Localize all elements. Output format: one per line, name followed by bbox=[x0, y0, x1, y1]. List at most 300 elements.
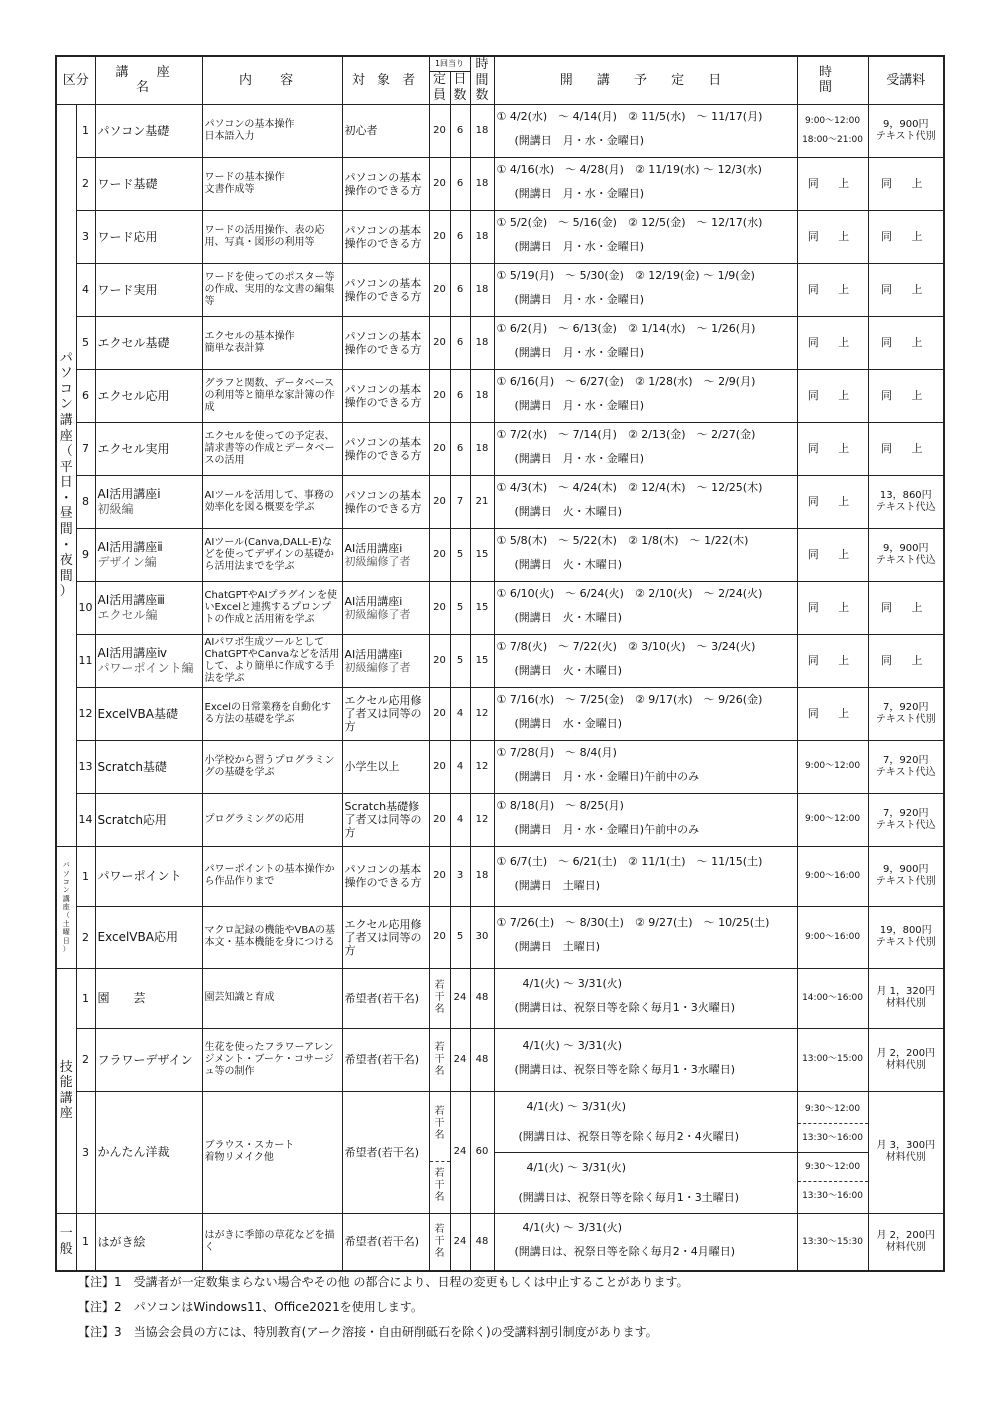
pc-row-5-days: 6 bbox=[450, 316, 470, 369]
pc-row-9-days: 5 bbox=[450, 528, 470, 581]
pc-row-13-fee bbox=[868, 740, 944, 793]
pc-row-4-capacity: 20 bbox=[429, 263, 450, 316]
pc-row-13-schedule bbox=[494, 740, 797, 793]
table-row bbox=[56, 104, 944, 157]
pc-row-13-course-name bbox=[95, 740, 202, 793]
skill-row-1-capacity: 若 干 名 bbox=[429, 968, 450, 1028]
pc-row-14-dates-line2: (開講日 月・水・金曜日)午前中のみ bbox=[514, 822, 700, 836]
pc-row-1-time-night: 18:00～21:00 bbox=[802, 134, 863, 145]
pc-row-10-content: ChatGPTやAIプラグインを使いExcelと連携するプロンプトの作成と活用術を学ぶ bbox=[202, 581, 342, 634]
sat-row-1-dates-line1: ① 6/7(土) ～ 6/21(土) ② 11/1(土) ～ 11/15(土) bbox=[496, 855, 763, 869]
pc-row-14-fee-note: テキスト代込 bbox=[875, 819, 936, 831]
pc-row-9-course-name bbox=[95, 528, 202, 581]
skill-row-2-content: 生花を使ったフラワーアレンジメント・ブーケ・コサージュ等の制作 bbox=[202, 1028, 342, 1091]
table-row bbox=[56, 263, 944, 316]
skill-row-2-dates-line1: 4/1(火) ～ 3/31(火) bbox=[522, 1038, 623, 1052]
header-course: 講 座 名 bbox=[95, 56, 202, 104]
pc-row-10-target-sub: 初級編修了者 bbox=[344, 607, 411, 621]
pc-row-11-course-name bbox=[95, 634, 202, 687]
sat-row-1-content: パワーポイントの基本操作から作品作りまで bbox=[202, 846, 342, 906]
pc-row-9-fee-amount: 9，900円 bbox=[883, 542, 929, 554]
pc-row-5-no: 5 bbox=[76, 316, 95, 369]
pc-row-8-fee-note: テキスト代込 bbox=[875, 501, 936, 513]
pc-row-11-dates-line2: (開講日 火・木曜日) bbox=[514, 663, 623, 677]
pc-row-7-days: 6 bbox=[450, 422, 470, 475]
skill-row-1-target: 希望者(若干名) bbox=[342, 968, 429, 1028]
pc-row-2-course-title: ワード基礎 bbox=[97, 176, 158, 191]
pc-row-2-schedule bbox=[494, 157, 797, 210]
table-row bbox=[56, 581, 944, 634]
skill-row-3-target: 希望者(若干名) bbox=[342, 1091, 429, 1213]
pc-row-10-days: 5 bbox=[450, 581, 470, 634]
pc-row-13-target-main: 小学生以上 bbox=[344, 760, 400, 774]
notes bbox=[78, 1270, 689, 1345]
pc-row-13-hours: 12 bbox=[470, 740, 494, 793]
sat-row-1-time: 9:00～16:00 bbox=[797, 846, 868, 906]
pc-row-13-dates-line1: ① 7/28(月) ～ 8/4(月) bbox=[496, 745, 617, 759]
sat-row-2-days: 5 bbox=[450, 906, 470, 968]
sat-row-2-fee-amount: 19，800円 bbox=[879, 925, 932, 937]
pc-row-11-fee: 同 上 bbox=[868, 634, 944, 687]
skill-row-2-course-name: フラワーデザイン bbox=[95, 1028, 202, 1091]
pc-row-5-content: エクセルの基本操作 簡単な表計算 bbox=[202, 316, 342, 369]
pc-row-8-content: AIツールを活用して、事務の効率化を図る概要を学ぶ bbox=[202, 475, 342, 528]
category-general: 一 般 bbox=[56, 1213, 76, 1271]
skill-row-3-schedule-b-line2: (開講日は、祝祭日等を除く毎月1・3土曜日) bbox=[518, 1190, 740, 1204]
pc-row-6-dates-line1: ① 6/16(月) ～ 6/27(金) ② 1/28(水) ～ 2/9(月) bbox=[496, 374, 756, 388]
skill-row-3-schedule-a-line1: 4/1(火) ～ 3/31(火) bbox=[526, 1099, 627, 1113]
pc-row-1-hours: 18 bbox=[470, 104, 494, 157]
pc-row-9-target-sub: 初級編修了者 bbox=[344, 554, 411, 568]
header-target: 対 象 者 bbox=[342, 56, 429, 104]
category-pc-saturday: パ ソ コ ン 講 座 （ 土 曜 日 ） bbox=[56, 846, 76, 968]
table-row bbox=[56, 1028, 944, 1091]
pc-row-4-days: 6 bbox=[450, 263, 470, 316]
sat-row-2-dates-line2: (開講日 土曜日) bbox=[514, 940, 601, 954]
pc-row-7-target bbox=[342, 422, 429, 475]
pc-row-14-capacity: 20 bbox=[429, 793, 450, 846]
skill-row-3-course-name: かんたん洋裁 bbox=[95, 1091, 202, 1213]
pc-row-7-content: エクセルを使っての予定表、請求書等の作成とデータベースの活用 bbox=[202, 422, 342, 475]
note-3: 【注】3 当協会会員の方には、特別教育(アーク溶接・自由研削砥石を除く)の受講料割引制度があります。 bbox=[78, 1325, 658, 1339]
skill-row-3-schedule-b-line1: 4/1(火) ～ 3/31(火) bbox=[526, 1160, 627, 1174]
table-row bbox=[56, 422, 944, 475]
skill-row-3-time-1: 9:30～12:00 bbox=[798, 1095, 868, 1124]
pc-row-5-dates-line2: (開講日 月・水・金曜日) bbox=[514, 345, 645, 359]
pc-row-3-fee: 同 上 bbox=[868, 210, 944, 263]
table-row bbox=[56, 634, 944, 687]
pc-row-11-dates-line1: ① 7/8(火) ～ 7/22(火) ② 3/10(火) ～ 3/24(火) bbox=[496, 639, 756, 653]
sat-row-1-fee-note: テキスト代別 bbox=[875, 876, 936, 888]
pc-row-12-capacity: 20 bbox=[429, 687, 450, 740]
pc-row-3-content: ワードの活用操作、表の応用、写真・図形の利用等 bbox=[202, 210, 342, 263]
pc-row-14-time: 9:00～12:00 bbox=[797, 793, 868, 846]
sat-row-1-hours: 18 bbox=[470, 846, 494, 906]
skill-row-2-time: 13:00～15:00 bbox=[797, 1028, 868, 1091]
pc-row-2-hours: 18 bbox=[470, 157, 494, 210]
skill-row-1-time: 14:00～16:00 bbox=[797, 968, 868, 1028]
sat-row-2-hours: 30 bbox=[470, 906, 494, 968]
pc-row-4-dates-line2: (開講日 月・水・金曜日) bbox=[514, 292, 645, 306]
general-row-1-capacity: 若 干 名 bbox=[429, 1213, 450, 1271]
pc-row-8-schedule bbox=[494, 475, 797, 528]
pc-row-2-capacity: 20 bbox=[429, 157, 450, 210]
header-days: 日数 bbox=[450, 71, 470, 104]
pc-row-8-target-main: パソコンの基本操作のできる方 bbox=[344, 488, 422, 515]
skill-row-3-time-3: 9:30～12:00 bbox=[798, 1153, 868, 1182]
skill-row-2-fee-amount: 月 2，200円 bbox=[876, 1047, 936, 1059]
pc-row-14-fee bbox=[868, 793, 944, 846]
skill-row-1-fee-note: 材料代別 bbox=[885, 998, 926, 1010]
pc-row-9-dates-line2: (開講日 火・木曜日) bbox=[514, 557, 623, 571]
pc-row-4-course-title: ワード実用 bbox=[97, 282, 158, 297]
pc-row-12-content: Excelの日常業務を自動化する方法の基礎を学ぶ bbox=[202, 687, 342, 740]
pc-row-13-course-title: Scratch基礎 bbox=[97, 759, 167, 774]
pc-row-1-no: 1 bbox=[76, 104, 95, 157]
pc-row-13-time: 9:00～12:00 bbox=[797, 740, 868, 793]
note-1: 【注】1 受講者が一定数集まらない場合やその他 の都合により、日程の変更もしくは中止することがあります。 bbox=[78, 1275, 689, 1289]
sat-row-2-content: マクロ記録の機能やVBAの基本文・基本機能を身につける bbox=[202, 906, 342, 968]
skill-row-1-dates-line2: (開講日は、祝祭日等を除く毎月1・3火曜日) bbox=[514, 1001, 736, 1015]
sat-row-2-target: エクセル応用修了者又は同等の方 bbox=[342, 906, 429, 968]
pc-row-8-course-title: AI活用講座ⅰ bbox=[97, 487, 161, 502]
skill-row-3-capacity-a: 若 干 名 bbox=[430, 1101, 450, 1162]
pc-row-6-target bbox=[342, 369, 429, 422]
pc-row-4-course-name bbox=[95, 263, 202, 316]
pc-row-4-fee: 同 上 bbox=[868, 263, 944, 316]
general-row-1-time: 13:30～15:30 bbox=[797, 1213, 868, 1271]
pc-row-8-fee-amount: 13，860円 bbox=[879, 489, 932, 501]
header-time: 時 間 bbox=[797, 56, 868, 104]
skill-row-1-content: 園芸知識と育成 bbox=[202, 968, 342, 1028]
skill-row-3-schedule bbox=[494, 1091, 797, 1213]
pc-row-7-fee: 同 上 bbox=[868, 422, 944, 475]
sat-row-1-dates-line2: (開講日 土曜日) bbox=[514, 879, 601, 893]
pc-row-9-dates-line1: ① 5/8(木) ～ 5/22(木) ② 1/8(木) ～ 1/22(木) bbox=[496, 533, 749, 547]
sat-row-1-schedule bbox=[494, 846, 797, 906]
sat-row-1-target: パソコンの基本操作のできる方 bbox=[342, 846, 429, 906]
pc-row-1-time-day: 9:00～12:00 bbox=[804, 115, 861, 126]
skill-row-1-fee bbox=[868, 968, 944, 1028]
pc-row-3-schedule bbox=[494, 210, 797, 263]
pc-row-6-course-name bbox=[95, 369, 202, 422]
pc-row-3-dates-line1: ① 5/2(金) ～ 5/16(金) ② 12/5(金) ～ 12/17(水) bbox=[496, 215, 763, 229]
pc-row-4-hours: 18 bbox=[470, 263, 494, 316]
pc-row-10-target bbox=[342, 581, 429, 634]
pc-row-7-target-main: パソコンの基本操作のできる方 bbox=[344, 435, 422, 462]
sat-row-2-time: 9:00～16:00 bbox=[797, 906, 868, 968]
header-kubun: 区分 bbox=[56, 56, 95, 104]
pc-row-6-hours: 18 bbox=[470, 369, 494, 422]
pc-row-6-days: 6 bbox=[450, 369, 470, 422]
pc-row-7-course-title: エクセル実用 bbox=[97, 441, 170, 456]
pc-row-8-capacity: 20 bbox=[429, 475, 450, 528]
pc-row-3-dates-line2: (開講日 月・水・金曜日) bbox=[514, 239, 645, 253]
pc-row-7-course-name bbox=[95, 422, 202, 475]
header-fee: 受講料 bbox=[868, 56, 944, 104]
general-row-1-no: 1 bbox=[76, 1213, 95, 1271]
pc-row-8-days: 7 bbox=[450, 475, 470, 528]
skill-row-2-no: 2 bbox=[76, 1028, 95, 1091]
pc-row-13-target bbox=[342, 740, 429, 793]
pc-row-2-fee: 同 上 bbox=[868, 157, 944, 210]
pc-row-10-course-title: AI活用講座ⅲ bbox=[97, 593, 165, 608]
pc-row-1-fee-amount: 9，900円 bbox=[883, 118, 929, 130]
pc-row-14-fee-amount: 7，920円 bbox=[883, 807, 929, 819]
pc-row-13-no: 13 bbox=[76, 740, 95, 793]
table-row bbox=[56, 793, 944, 846]
pc-row-3-no: 3 bbox=[76, 210, 95, 263]
pc-row-5-time: 同 上 bbox=[797, 316, 868, 369]
pc-row-13-days: 4 bbox=[450, 740, 470, 793]
pc-row-9-course-title: AI活用講座ⅱ bbox=[97, 540, 163, 555]
sat-row-2-fee bbox=[868, 906, 944, 968]
general-row-1-fee bbox=[868, 1213, 944, 1271]
table-row bbox=[56, 968, 944, 1028]
course-schedule-table bbox=[55, 55, 945, 1272]
pc-row-6-schedule bbox=[494, 369, 797, 422]
pc-row-4-target-main: パソコンの基本操作のできる方 bbox=[344, 276, 422, 303]
pc-row-7-time: 同 上 bbox=[797, 422, 868, 475]
pc-row-12-dates-line2: (開講日 水・金曜日) bbox=[514, 716, 623, 730]
pc-row-13-fee-note: テキスト代込 bbox=[875, 766, 936, 778]
pc-row-4-time: 同 上 bbox=[797, 263, 868, 316]
general-row-1-schedule bbox=[494, 1213, 797, 1271]
pc-row-2-target bbox=[342, 157, 429, 210]
skill-row-3-time-4: 13:30～16:00 bbox=[802, 1190, 863, 1201]
sat-row-2-course-name: ExcelVBA応用 bbox=[95, 906, 202, 968]
pc-row-14-dates-line1: ① 8/18(月) ～ 8/25(月) bbox=[496, 798, 624, 812]
pc-row-3-capacity: 20 bbox=[429, 210, 450, 263]
pc-row-8-target bbox=[342, 475, 429, 528]
header-hours: 時間数 bbox=[470, 56, 494, 104]
pc-row-2-time: 同 上 bbox=[797, 157, 868, 210]
header-schedule: 開 講 予 定 日 bbox=[494, 56, 797, 104]
pc-row-3-time: 同 上 bbox=[797, 210, 868, 263]
header-per-session: 1回当り bbox=[429, 56, 470, 71]
pc-row-5-fee: 同 上 bbox=[868, 316, 944, 369]
pc-row-12-hours: 12 bbox=[470, 687, 494, 740]
pc-row-4-content: ワードを使ってのポスター等の作成、実用的な文書の編集等 bbox=[202, 263, 342, 316]
pc-row-1-days: 6 bbox=[450, 104, 470, 157]
pc-row-9-no: 9 bbox=[76, 528, 95, 581]
pc-row-8-dates-line2: (開講日 火・木曜日) bbox=[514, 504, 623, 518]
general-row-1-content: はがきに季節の草花などを描く bbox=[202, 1213, 342, 1271]
pc-row-11-time: 同 上 bbox=[797, 634, 868, 687]
pc-row-10-no: 10 bbox=[76, 581, 95, 634]
pc-row-12-fee bbox=[868, 687, 944, 740]
general-row-1-days: 24 bbox=[450, 1213, 470, 1271]
pc-row-14-target-main: Scratch基礎修了者又は同等の方 bbox=[344, 800, 422, 840]
pc-row-2-content: ワードの基本操作 文書作成等 bbox=[202, 157, 342, 210]
pc-row-9-schedule bbox=[494, 528, 797, 581]
general-row-1-hours: 48 bbox=[470, 1213, 494, 1271]
table-row bbox=[56, 1091, 944, 1213]
pc-row-1-dates-line1: ① 4/2(水) ～ 4/14(月) ② 11/5(水) ～ 11/17(月) bbox=[496, 109, 763, 123]
header-content: 内 容 bbox=[202, 56, 342, 104]
pc-row-10-course-name bbox=[95, 581, 202, 634]
pc-row-3-target bbox=[342, 210, 429, 263]
pc-row-12-course-name bbox=[95, 687, 202, 740]
pc-row-5-hours: 18 bbox=[470, 316, 494, 369]
pc-row-6-time: 同 上 bbox=[797, 369, 868, 422]
pc-row-5-course-title: エクセル基礎 bbox=[97, 335, 170, 350]
pc-row-1-target bbox=[342, 104, 429, 157]
pc-row-1-target-main: 初心者 bbox=[344, 124, 378, 138]
table-row bbox=[56, 1213, 944, 1271]
pc-row-13-capacity: 20 bbox=[429, 740, 450, 793]
pc-row-10-time: 同 上 bbox=[797, 581, 868, 634]
skill-row-2-capacity: 若 干 名 bbox=[429, 1028, 450, 1091]
skill-row-3-schedule-a-line2: (開講日は、祝祭日等を除く毎月2・4火曜日) bbox=[495, 1122, 797, 1153]
pc-row-5-target-main: パソコンの基本操作のできる方 bbox=[344, 329, 422, 356]
skill-row-3-days: 24 bbox=[450, 1091, 470, 1213]
pc-row-6-dates-line2: (開講日 月・水・金曜日) bbox=[514, 398, 645, 412]
pc-row-7-capacity: 20 bbox=[429, 422, 450, 475]
header-row-top bbox=[56, 56, 944, 71]
pc-row-10-target-main: AI活用講座ⅰ bbox=[344, 594, 403, 608]
pc-row-6-target-main: パソコンの基本操作のできる方 bbox=[344, 382, 422, 409]
pc-row-3-course-name bbox=[95, 210, 202, 263]
sat-row-2-no: 2 bbox=[76, 906, 95, 968]
pc-row-10-dates-line2: (開講日 火・木曜日) bbox=[514, 610, 623, 624]
pc-row-8-no: 8 bbox=[76, 475, 95, 528]
sat-row-1-days: 3 bbox=[450, 846, 470, 906]
pc-row-7-dates-line1: ① 7/2(水) ～ 7/14(月) ② 2/13(金) ～ 2/27(金) bbox=[496, 427, 756, 441]
pc-row-6-no: 6 bbox=[76, 369, 95, 422]
pc-row-9-hours: 15 bbox=[470, 528, 494, 581]
sat-row-1-fee bbox=[868, 846, 944, 906]
table-row bbox=[56, 846, 944, 906]
pc-row-7-schedule bbox=[494, 422, 797, 475]
pc-row-10-fee: 同 上 bbox=[868, 581, 944, 634]
pc-row-9-fee-note: テキスト代込 bbox=[875, 554, 936, 566]
skill-row-2-fee-note: 材料代別 bbox=[885, 1059, 926, 1071]
pc-row-12-target-main: エクセル応用修了者又は同等の方 bbox=[344, 694, 422, 734]
pc-row-3-hours: 18 bbox=[470, 210, 494, 263]
table-row bbox=[56, 210, 944, 263]
pc-row-12-target bbox=[342, 687, 429, 740]
pc-row-11-target-main: AI活用講座ⅰ bbox=[344, 647, 403, 661]
skill-row-1-course-name: 園 芸 bbox=[95, 968, 202, 1028]
skill-row-3-time bbox=[797, 1091, 868, 1213]
pc-row-4-dates-line1: ① 5/19(月) ～ 5/30(金) ② 12/19(金) ～ 1/9(金) bbox=[496, 268, 755, 282]
pc-row-11-target-sub: 初級編修了者 bbox=[344, 660, 411, 674]
pc-row-12-time: 同 上 bbox=[797, 687, 868, 740]
sat-row-2-capacity: 20 bbox=[429, 906, 450, 968]
table-row bbox=[56, 475, 944, 528]
general-row-1-course-name: はがき絵 bbox=[95, 1213, 202, 1271]
sat-row-1-fee-amount: 9，900円 bbox=[883, 864, 929, 876]
skill-row-2-schedule bbox=[494, 1028, 797, 1091]
pc-row-1-time bbox=[797, 104, 868, 157]
pc-row-9-time: 同 上 bbox=[797, 528, 868, 581]
skill-row-1-schedule bbox=[494, 968, 797, 1028]
pc-row-10-course-subtitle: エクセル編 bbox=[97, 607, 158, 622]
pc-row-12-dates-line1: ① 7/16(水) ～ 7/25(金) ② 9/17(水) ～ 9/26(金) bbox=[496, 692, 763, 706]
skill-row-3-capacity-b: 若 干 名 bbox=[434, 1167, 445, 1203]
pc-row-1-content: パソコンの基本操作 日本語入力 bbox=[202, 104, 342, 157]
pc-row-14-no: 14 bbox=[76, 793, 95, 846]
pc-row-1-fee-note: テキスト代別 bbox=[875, 130, 936, 142]
table-row bbox=[56, 157, 944, 210]
pc-row-14-hours: 12 bbox=[470, 793, 494, 846]
pc-row-9-target-main: AI活用講座ⅰ bbox=[344, 541, 403, 555]
pc-row-12-fee-note: テキスト代別 bbox=[875, 713, 936, 725]
skill-row-3-time-2: 13:30～16:00 bbox=[798, 1124, 868, 1153]
pc-row-2-days: 6 bbox=[450, 157, 470, 210]
pc-row-2-no: 2 bbox=[76, 157, 95, 210]
pc-row-13-content: 小学校から習うプログラミングの基礎を学ぶ bbox=[202, 740, 342, 793]
pc-row-11-days: 5 bbox=[450, 634, 470, 687]
pc-row-14-course-title: Scratch応用 bbox=[97, 812, 167, 827]
pc-row-12-schedule bbox=[494, 687, 797, 740]
sat-row-2-schedule bbox=[494, 906, 797, 968]
skill-row-1-no: 1 bbox=[76, 968, 95, 1028]
sat-row-1-course-name: パワーポイント bbox=[95, 846, 202, 906]
skill-row-3-hours: 60 bbox=[470, 1091, 494, 1213]
pc-row-4-schedule bbox=[494, 263, 797, 316]
pc-row-8-dates-line1: ① 4/3(木) ～ 4/24(木) ② 12/4(木) ～ 12/25(木) bbox=[496, 480, 763, 494]
pc-row-6-content: グラフと関数、データベースの利用等と簡単な家計簿の作成 bbox=[202, 369, 342, 422]
sat-row-1-capacity: 20 bbox=[429, 846, 450, 906]
schedule-body bbox=[56, 104, 944, 1271]
pc-row-6-capacity: 20 bbox=[429, 369, 450, 422]
pc-row-11-target bbox=[342, 634, 429, 687]
skill-row-2-days: 24 bbox=[450, 1028, 470, 1091]
pc-row-5-capacity: 20 bbox=[429, 316, 450, 369]
pc-row-2-dates-line2: (開講日 月・水・金曜日) bbox=[514, 186, 645, 200]
note-2: 【注】2 パソコンはWindows11、Office2021を使用します。 bbox=[78, 1300, 423, 1314]
pc-row-1-schedule bbox=[494, 104, 797, 157]
pc-row-5-target bbox=[342, 316, 429, 369]
pc-row-10-dates-line1: ① 6/10(火) ～ 6/24(火) ② 2/10(火) ～ 2/24(火) bbox=[496, 586, 763, 600]
pc-row-11-course-title: AI活用講座ⅳ bbox=[97, 646, 168, 661]
skill-row-3-fee bbox=[868, 1091, 944, 1213]
pc-row-1-course-name bbox=[95, 104, 202, 157]
pc-row-13-dates-line2: (開講日 月・水・金曜日)午前中のみ bbox=[514, 769, 700, 783]
skill-row-2-fee bbox=[868, 1028, 944, 1091]
pc-row-7-dates-line2: (開講日 月・水・金曜日) bbox=[514, 451, 645, 465]
pc-row-10-capacity: 20 bbox=[429, 581, 450, 634]
pc-row-10-hours: 15 bbox=[470, 581, 494, 634]
pc-row-9-course-subtitle: デザイン編 bbox=[97, 554, 157, 569]
pc-row-4-no: 4 bbox=[76, 263, 95, 316]
pc-row-14-target bbox=[342, 793, 429, 846]
pc-row-14-content: プログラミングの応用 bbox=[202, 793, 342, 846]
pc-row-8-course-name bbox=[95, 475, 202, 528]
pc-row-12-fee-amount: 7，920円 bbox=[883, 701, 929, 713]
pc-row-12-course-title: ExcelVBA基礎 bbox=[97, 706, 178, 721]
sat-row-1-no: 1 bbox=[76, 846, 95, 906]
general-row-1-target: 希望者(若干名) bbox=[342, 1213, 429, 1271]
pc-row-10-schedule bbox=[494, 581, 797, 634]
pc-row-13-fee-amount: 7，920円 bbox=[883, 754, 929, 766]
skill-row-2-dates-line2: (開講日は、祝祭日等を除く毎月1・3水曜日) bbox=[514, 1062, 736, 1076]
table-row bbox=[56, 906, 944, 968]
skill-row-1-fee-amount: 月 1，320円 bbox=[876, 986, 936, 998]
pc-row-5-course-name bbox=[95, 316, 202, 369]
pc-row-2-target-main: パソコンの基本操作のできる方 bbox=[344, 170, 422, 197]
sat-row-2-fee-note: テキスト代別 bbox=[875, 937, 936, 949]
pc-row-12-days: 4 bbox=[450, 687, 470, 740]
pc-row-11-course-subtitle: パワーポイント編 bbox=[97, 660, 194, 675]
pc-row-9-fee bbox=[868, 528, 944, 581]
skill-row-1-days: 24 bbox=[450, 968, 470, 1028]
general-row-1-dates-line2: (開講日は、祝祭日等を除く毎月2・4月曜日) bbox=[514, 1245, 736, 1259]
table-row bbox=[56, 528, 944, 581]
pc-row-11-no: 11 bbox=[76, 634, 95, 687]
